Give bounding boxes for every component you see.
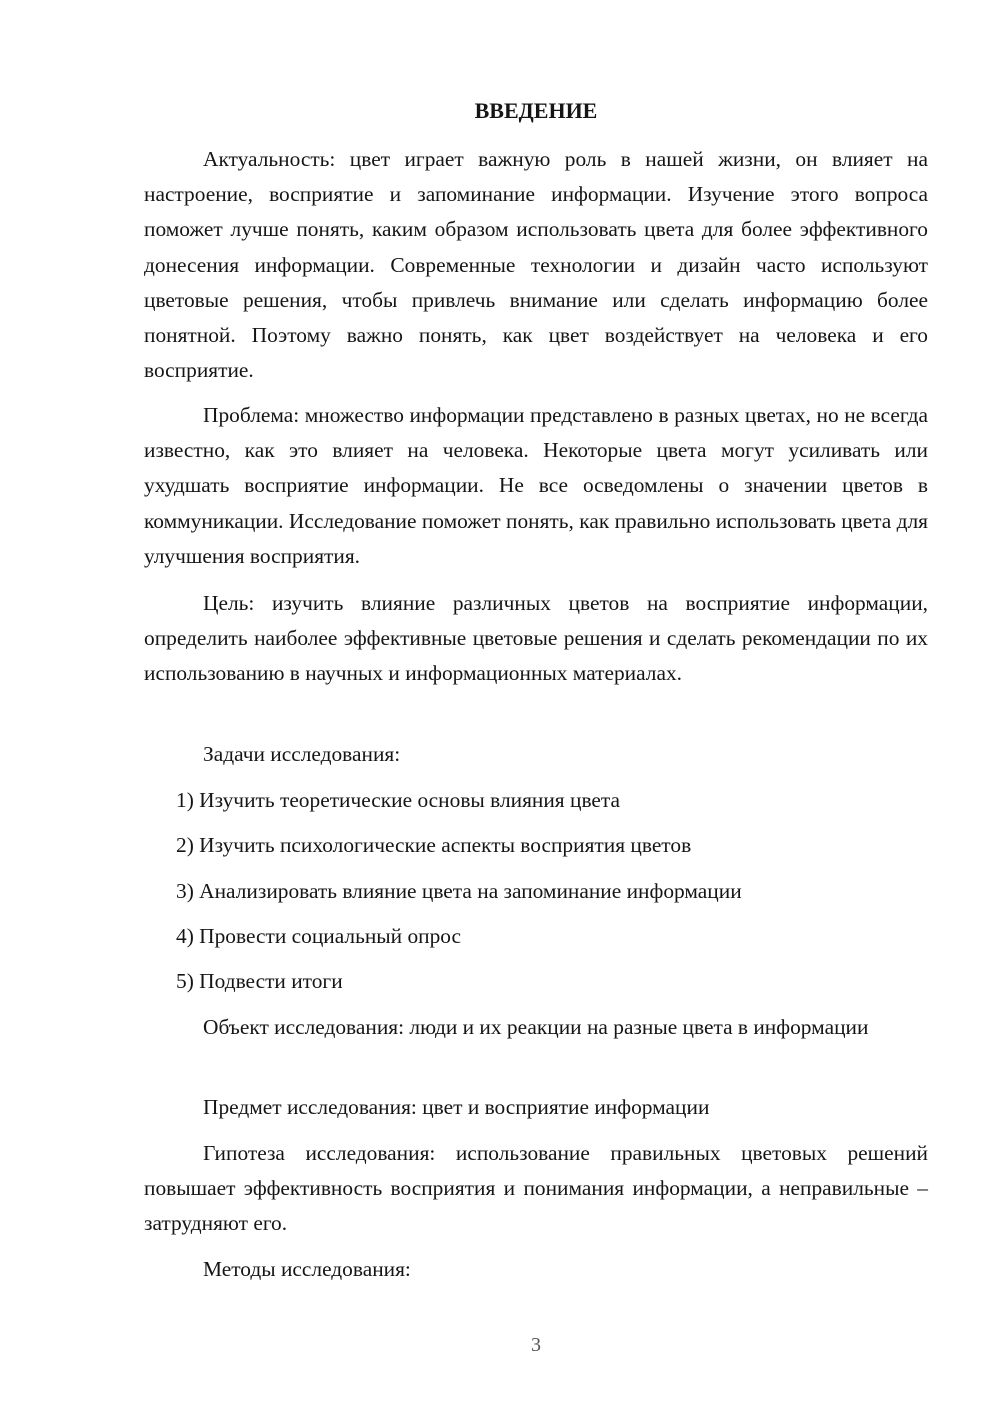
page-number: 3 (531, 1334, 541, 1356)
goal-text: Цель: изучить влияние различных цветов на восприятие информации, определить наиболее эффективные цветовые решения и сделать рекомендации по их использованию в научных и информационных материалах. (144, 591, 928, 686)
tasks-heading: Задачи исследования: (203, 742, 401, 766)
problem-text: Проблема: множество информации представлено в разных цветах, но не всегда известно, как это влияет на человека. Некоторые цвета могут усиливать или ухудшать восприятие информации. Не все осведомлены о значении цветов в коммуникации. Исследование поможет понять, как правильно использовать цвета для улучшения восприятия. (144, 403, 928, 568)
hypothesis-text: Гипотеза исследования: использование правильных цветовых решений повышает эффективность восприятия и понимания информации, а неправильные – затрудняют его. (144, 1141, 928, 1236)
relevance-text: Актуальность: цвет играет важную роль в нашей жизни, он влияет на настроение, восприятие и запоминание информации. Изучение этого вопроса поможет лучше понять, каким образом использовать цвета для более эффективного донесения информации. Современные технологии и дизайн часто используют цветовые решения, чтобы привлечь внимание или сделать информацию более понятной. Поэтому важно понять, как цвет воздействует на человека и его восприятие. (144, 147, 928, 383)
object-paragraph (144, 1010, 928, 1045)
object-text: Объект исследования: люди и их реакции на разные цвета в информации (203, 1015, 869, 1039)
task-item-2: 2) Изучить психологические аспекты восприятия цветов (176, 833, 692, 857)
task-item-4: 4) Провести социальный опрос (176, 924, 462, 948)
page-title: ВВЕДЕНИЕ (474, 98, 598, 123)
methods-heading: Методы исследования: (203, 1257, 411, 1281)
goal-paragraph (144, 586, 928, 692)
relevance-paragraph (144, 142, 928, 388)
hypothesis-paragraph (144, 1136, 928, 1242)
task-item-5: 5) Подвести итоги (176, 969, 343, 993)
subject-paragraph: Предмет исследования: цвет и восприятие информации (203, 1095, 710, 1119)
task-item-1: 1) Изучить теоретические основы влияния цвета (176, 788, 621, 812)
problem-paragraph (144, 398, 928, 574)
task-item-3: 3) Анализировать влияние цвета на запоминание информации (176, 879, 742, 903)
